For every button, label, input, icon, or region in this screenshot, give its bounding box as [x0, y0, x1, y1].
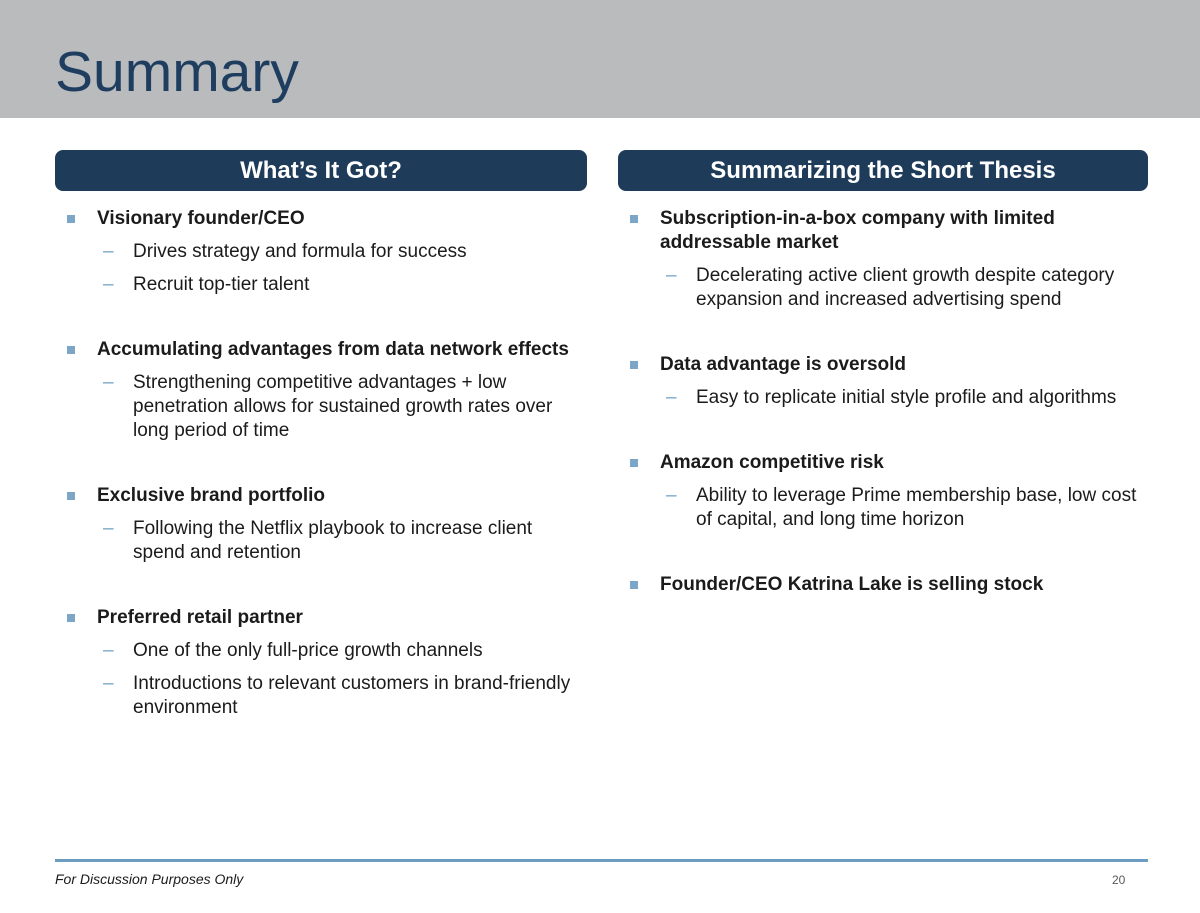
- dash-bullet-icon: –: [666, 485, 677, 506]
- bullet-group: [618, 451, 1148, 532]
- square-bullet-icon: [630, 215, 638, 223]
- sub-bullet-text: Easy to replicate initial style profile and algorithms: [696, 387, 1117, 408]
- bullet-item: [618, 353, 1148, 377]
- sub-bullet-item: [55, 273, 587, 297]
- left-column: [55, 150, 587, 720]
- bullet-item: [618, 573, 1148, 597]
- sub-bullet-item: [618, 264, 1148, 312]
- square-bullet-icon: [630, 581, 638, 589]
- bullet-group: [55, 338, 587, 443]
- bullet-item: [618, 207, 1148, 255]
- bullet-group: [55, 484, 587, 565]
- sub-bullet-text: Drives strategy and formula for success: [133, 241, 467, 262]
- left-column-header: What’s It Got?: [55, 150, 587, 191]
- sub-bullet-item: [55, 672, 587, 720]
- sub-bullet-item: [618, 484, 1148, 532]
- bullet-group: [618, 353, 1148, 410]
- bullet-item: [55, 207, 587, 231]
- dash-bullet-icon: –: [103, 518, 114, 539]
- bullet-group: [55, 207, 587, 297]
- sub-bullet-text: Decelerating active client growth despite category expansion and increased advertising spend: [696, 265, 1115, 310]
- bullet-title: Data advantage is oversold: [660, 354, 907, 375]
- right-column: [618, 150, 1148, 597]
- sub-bullet-text: Introductions to relevant customers in brand-friendly environment: [133, 673, 571, 718]
- bullet-title: Visionary founder/CEO: [97, 208, 305, 229]
- dash-bullet-icon: –: [103, 241, 114, 262]
- page-title: Summary: [55, 40, 299, 104]
- bullet-group: [618, 573, 1148, 597]
- sub-bullet-text: Following the Netflix playbook to increase client spend and retention: [133, 518, 533, 563]
- square-bullet-icon: [67, 346, 75, 354]
- bullet-title: Preferred retail partner: [97, 607, 303, 628]
- dash-bullet-icon: –: [666, 265, 677, 286]
- sub-bullet-text: Strengthening competitive advantages + low penetration allows for sustained growth rates over long period of time: [133, 372, 553, 441]
- sub-bullet-item: [55, 371, 587, 443]
- right-column-body: [618, 207, 1148, 597]
- dash-bullet-icon: –: [103, 372, 114, 393]
- title-banner: [0, 0, 1200, 118]
- square-bullet-icon: [67, 614, 75, 622]
- dash-bullet-icon: –: [103, 274, 114, 295]
- sub-bullet-item: [55, 517, 587, 565]
- bullet-group: [55, 606, 587, 720]
- left-column-body: [55, 207, 587, 720]
- dash-bullet-icon: –: [103, 673, 114, 694]
- bullet-item: [55, 484, 587, 508]
- footer-divider-line: [55, 859, 1148, 862]
- sub-bullet-item: [618, 386, 1148, 410]
- bullet-item: [55, 338, 587, 362]
- bullet-group: [618, 207, 1148, 312]
- footer-disclaimer: For Discussion Purposes Only: [55, 871, 244, 887]
- bullet-title: Founder/CEO Katrina Lake is selling stock: [660, 574, 1044, 595]
- dash-bullet-icon: –: [103, 640, 114, 661]
- bullet-item: [618, 451, 1148, 475]
- right-column-header: Summarizing the Short Thesis: [618, 150, 1148, 191]
- sub-bullet-text: Ability to leverage Prime membership base, low cost of capital, and long time horizon: [696, 485, 1137, 530]
- square-bullet-icon: [630, 361, 638, 369]
- bullet-title: Exclusive brand portfolio: [97, 485, 326, 506]
- bullet-title: Amazon competitive risk: [660, 452, 884, 473]
- bullet-title: Subscription-in-a-box company with limited addressable market: [660, 208, 1055, 253]
- square-bullet-icon: [67, 492, 75, 500]
- sub-bullet-item: [55, 639, 587, 663]
- sub-bullet-item: [55, 240, 587, 264]
- bullet-title: Accumulating advantages from data network effects: [97, 339, 569, 360]
- dash-bullet-icon: –: [666, 387, 677, 408]
- sub-bullet-text: Recruit top-tier talent: [133, 274, 310, 295]
- page-number: 20: [1112, 873, 1126, 887]
- square-bullet-icon: [67, 215, 75, 223]
- sub-bullet-text: One of the only full-price growth channels: [133, 640, 483, 661]
- square-bullet-icon: [630, 459, 638, 467]
- bullet-item: [55, 606, 587, 630]
